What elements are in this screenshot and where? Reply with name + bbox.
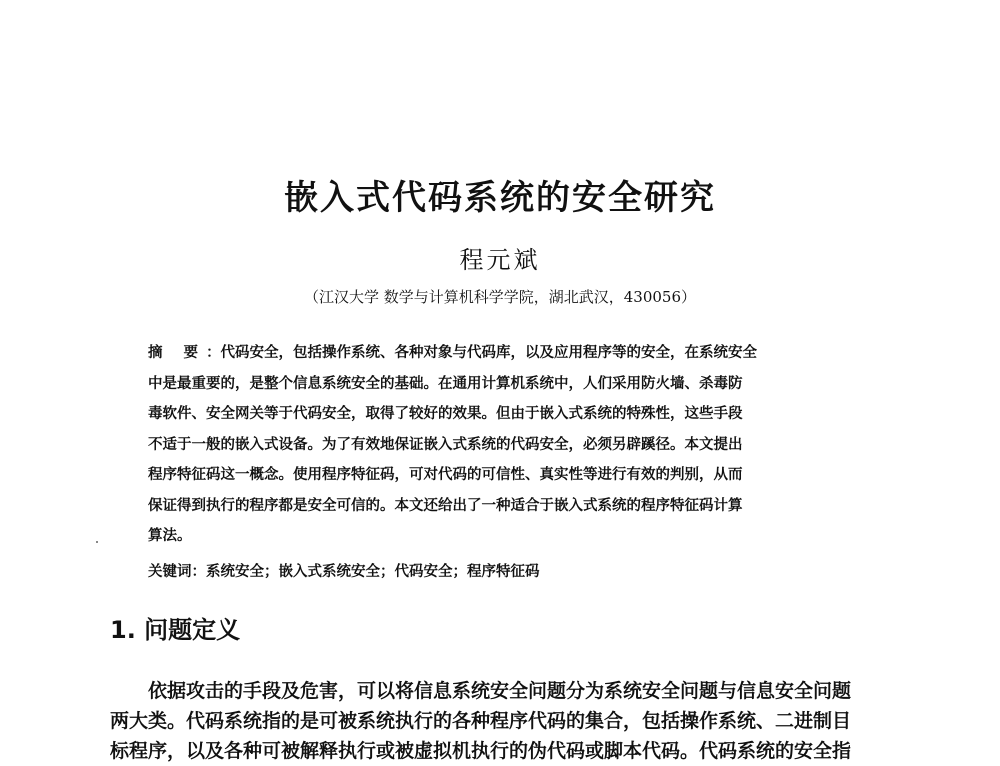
abstract-line-5: 程序特征码这一概念。使用程序特征码，可对代码的可信性、真实性等进行有效的判别，从而	[148, 466, 743, 483]
author-name: 程元斌	[459, 246, 541, 274]
abstract-line-4: 不适于一般的嵌入式设备。为了有效地保证嵌入式系统的代码安全，必须另辟蹊径。本文提出	[148, 435, 743, 453]
abstract-line-7: 算法。	[148, 527, 192, 544]
body-text	[110, 676, 900, 766]
abstract-label: 摘 要	[148, 344, 207, 361]
abstract-line-2: 中是最重要的，是整个信息系统安全的基础。在通用计算机系统中，人们采用防火墙、杀毒防	[148, 374, 743, 392]
keywords: 关键词：系统安全；嵌入式系统安全；代码安全；程序特征码	[148, 563, 540, 580]
author-affiliation: （江汉大学 数学与计算机科学学院，湖北武汉，430056）	[303, 288, 697, 306]
scan-speck	[96, 541, 98, 543]
abstract-line-6: 保证得到执行的程序都是安全可信的。本文还给出了一种适合于嵌入式系统的程序特征码计算	[148, 496, 743, 514]
abstract-text: ：代码安全，包括操作系统、各种对象与代码库，以及应用程序等的安全，在系统安全	[206, 344, 758, 361]
abstract-line-1	[148, 338, 860, 369]
body-line-2: 两大类。代码系统指的是可被系统执行的各种程序代码的集合，包括操作系统、二进制目	[110, 710, 852, 732]
section-heading: 1. 问题定义	[110, 616, 241, 644]
abstract-line-3: 毒软件、安全网关等于代码安全，取得了较好的效果。但由于嵌入式系统的特殊性，这些手段	[148, 405, 743, 422]
abstract	[148, 338, 860, 552]
paper-title: 嵌入式代码系统的安全研究	[284, 178, 716, 218]
body-line-1: 依据攻击的手段及危害，可以将信息系统安全问题分为系统安全问题与信息安全问题	[110, 680, 852, 702]
body-line-3: 标程序，以及各种可被解释执行或被虚拟机执行的伪代码或脚本代码。代码系统的安全指	[110, 740, 852, 762]
